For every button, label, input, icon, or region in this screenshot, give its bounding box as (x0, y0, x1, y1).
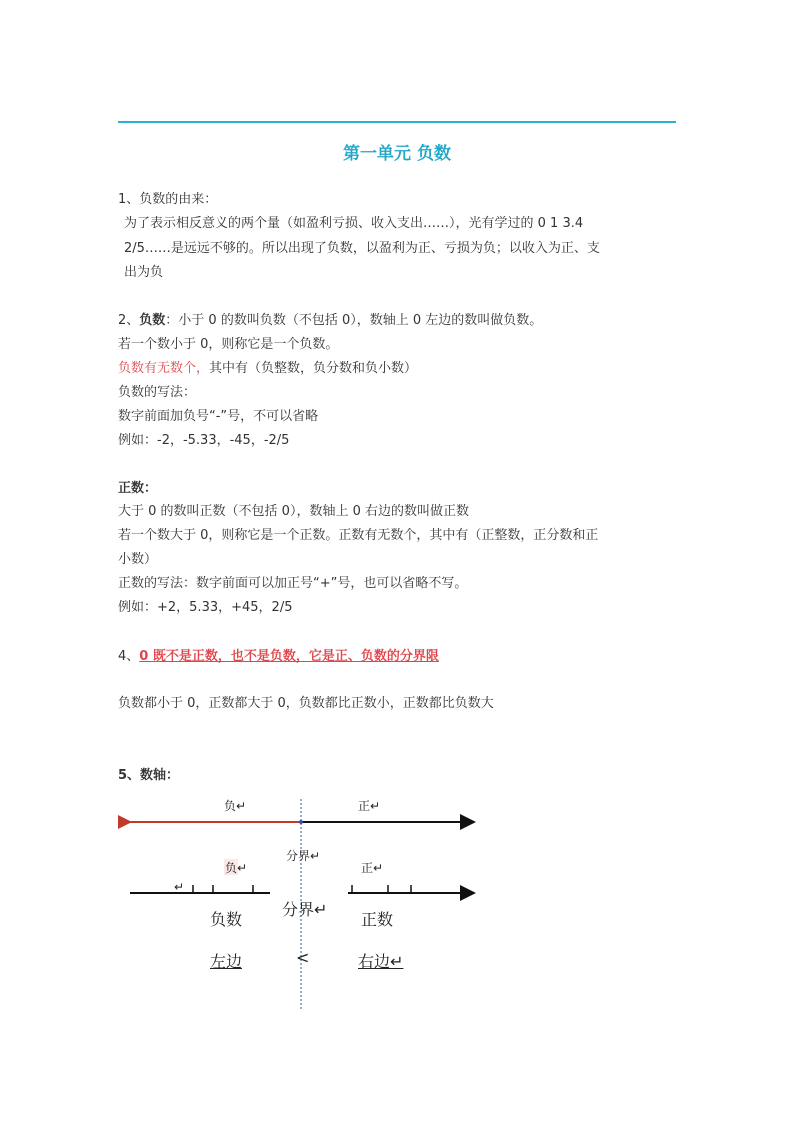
section2-line5: 数字前面加负号“-”号，不可以省略 (118, 409, 319, 424)
section4-highlight: 0 既不是正数，也不是负数，它是正、负数的分界限 (139, 649, 439, 664)
return-mark: ↵ (174, 880, 185, 894)
section2-num: 2、 (118, 313, 140, 328)
section2-line3 (118, 360, 417, 378)
section3-line1: 大于 0 的数叫正数（不包括 0），数轴上 0 右边的数叫做正数 (118, 504, 469, 519)
right-side-label: 右边↵ (358, 952, 404, 971)
pos-word-label: 正数 (361, 910, 394, 929)
section1-line1: 为了表示相反意义的两个量（如盈利亏损、收入支出……），光有学过的 0 1 3.4 (124, 216, 584, 231)
section5-heading: 5、数轴： (118, 768, 180, 783)
section3-line2: 若一个数大于 0，则称它是一个正数。正数有无数个，其中有（正整数，正分数和正 (118, 528, 599, 543)
section1-line3: 出为负 (124, 265, 164, 280)
section4-num: 4、 (118, 649, 140, 664)
section2-bold-term: 负数 (139, 313, 166, 328)
pos-mid-label: 正↵ (361, 861, 384, 875)
section2-line2: 若一个数小于 0，则称它是一个负数。 (118, 337, 339, 352)
section2-definition: ：小于 0 的数叫负数（不包括 0），数轴上 0 左边的数叫做负数。 (165, 313, 543, 328)
section2-line4: 负数的写法： (118, 385, 197, 400)
section1-heading: 1、负数的由来： (118, 192, 218, 207)
boundary-small-label: 分界↵ (286, 849, 321, 863)
section3-line4: 正数的写法：数字前面可以加正号“+”号，也可以省略不写。 (118, 576, 468, 591)
section2-line6: 例如：-2，-5.33，-45，-2/5 (118, 433, 290, 448)
section4-line2: 负数都小于 0，正数都大于 0，负数都比正数小，正数都比负数大 (118, 696, 494, 711)
neg-mid-label: 负↵ (225, 861, 248, 875)
section2-line1 (118, 312, 542, 330)
section1-line2: 2/5……是远远不够的。所以出现了负数，以盈利为正、亏损为负；以收入为正、支 (124, 241, 600, 256)
section3-line5: 例如：+2，5.33，+45，2/5 (118, 600, 293, 615)
less-than-sign: < (296, 948, 310, 967)
section4-line1 (118, 648, 439, 666)
section2-line3-rest: 其中有（负整数，负分数和负小数） (209, 361, 418, 376)
pos-top-label: 正↵ (358, 799, 381, 813)
neg-top-label: 负↵ (224, 799, 247, 813)
section3-line3: 小数） (118, 552, 158, 567)
top-divider (118, 121, 676, 123)
left-side-label: 左边 (210, 952, 243, 971)
boundary-big-label: 分界↵ (282, 900, 328, 919)
section3-heading: 正数： (118, 481, 158, 496)
page-title: 第一单元 负数 (343, 144, 451, 164)
neg-word-label: 负数 (210, 910, 243, 929)
section2-red-text: 负数有无数个， (118, 361, 210, 376)
